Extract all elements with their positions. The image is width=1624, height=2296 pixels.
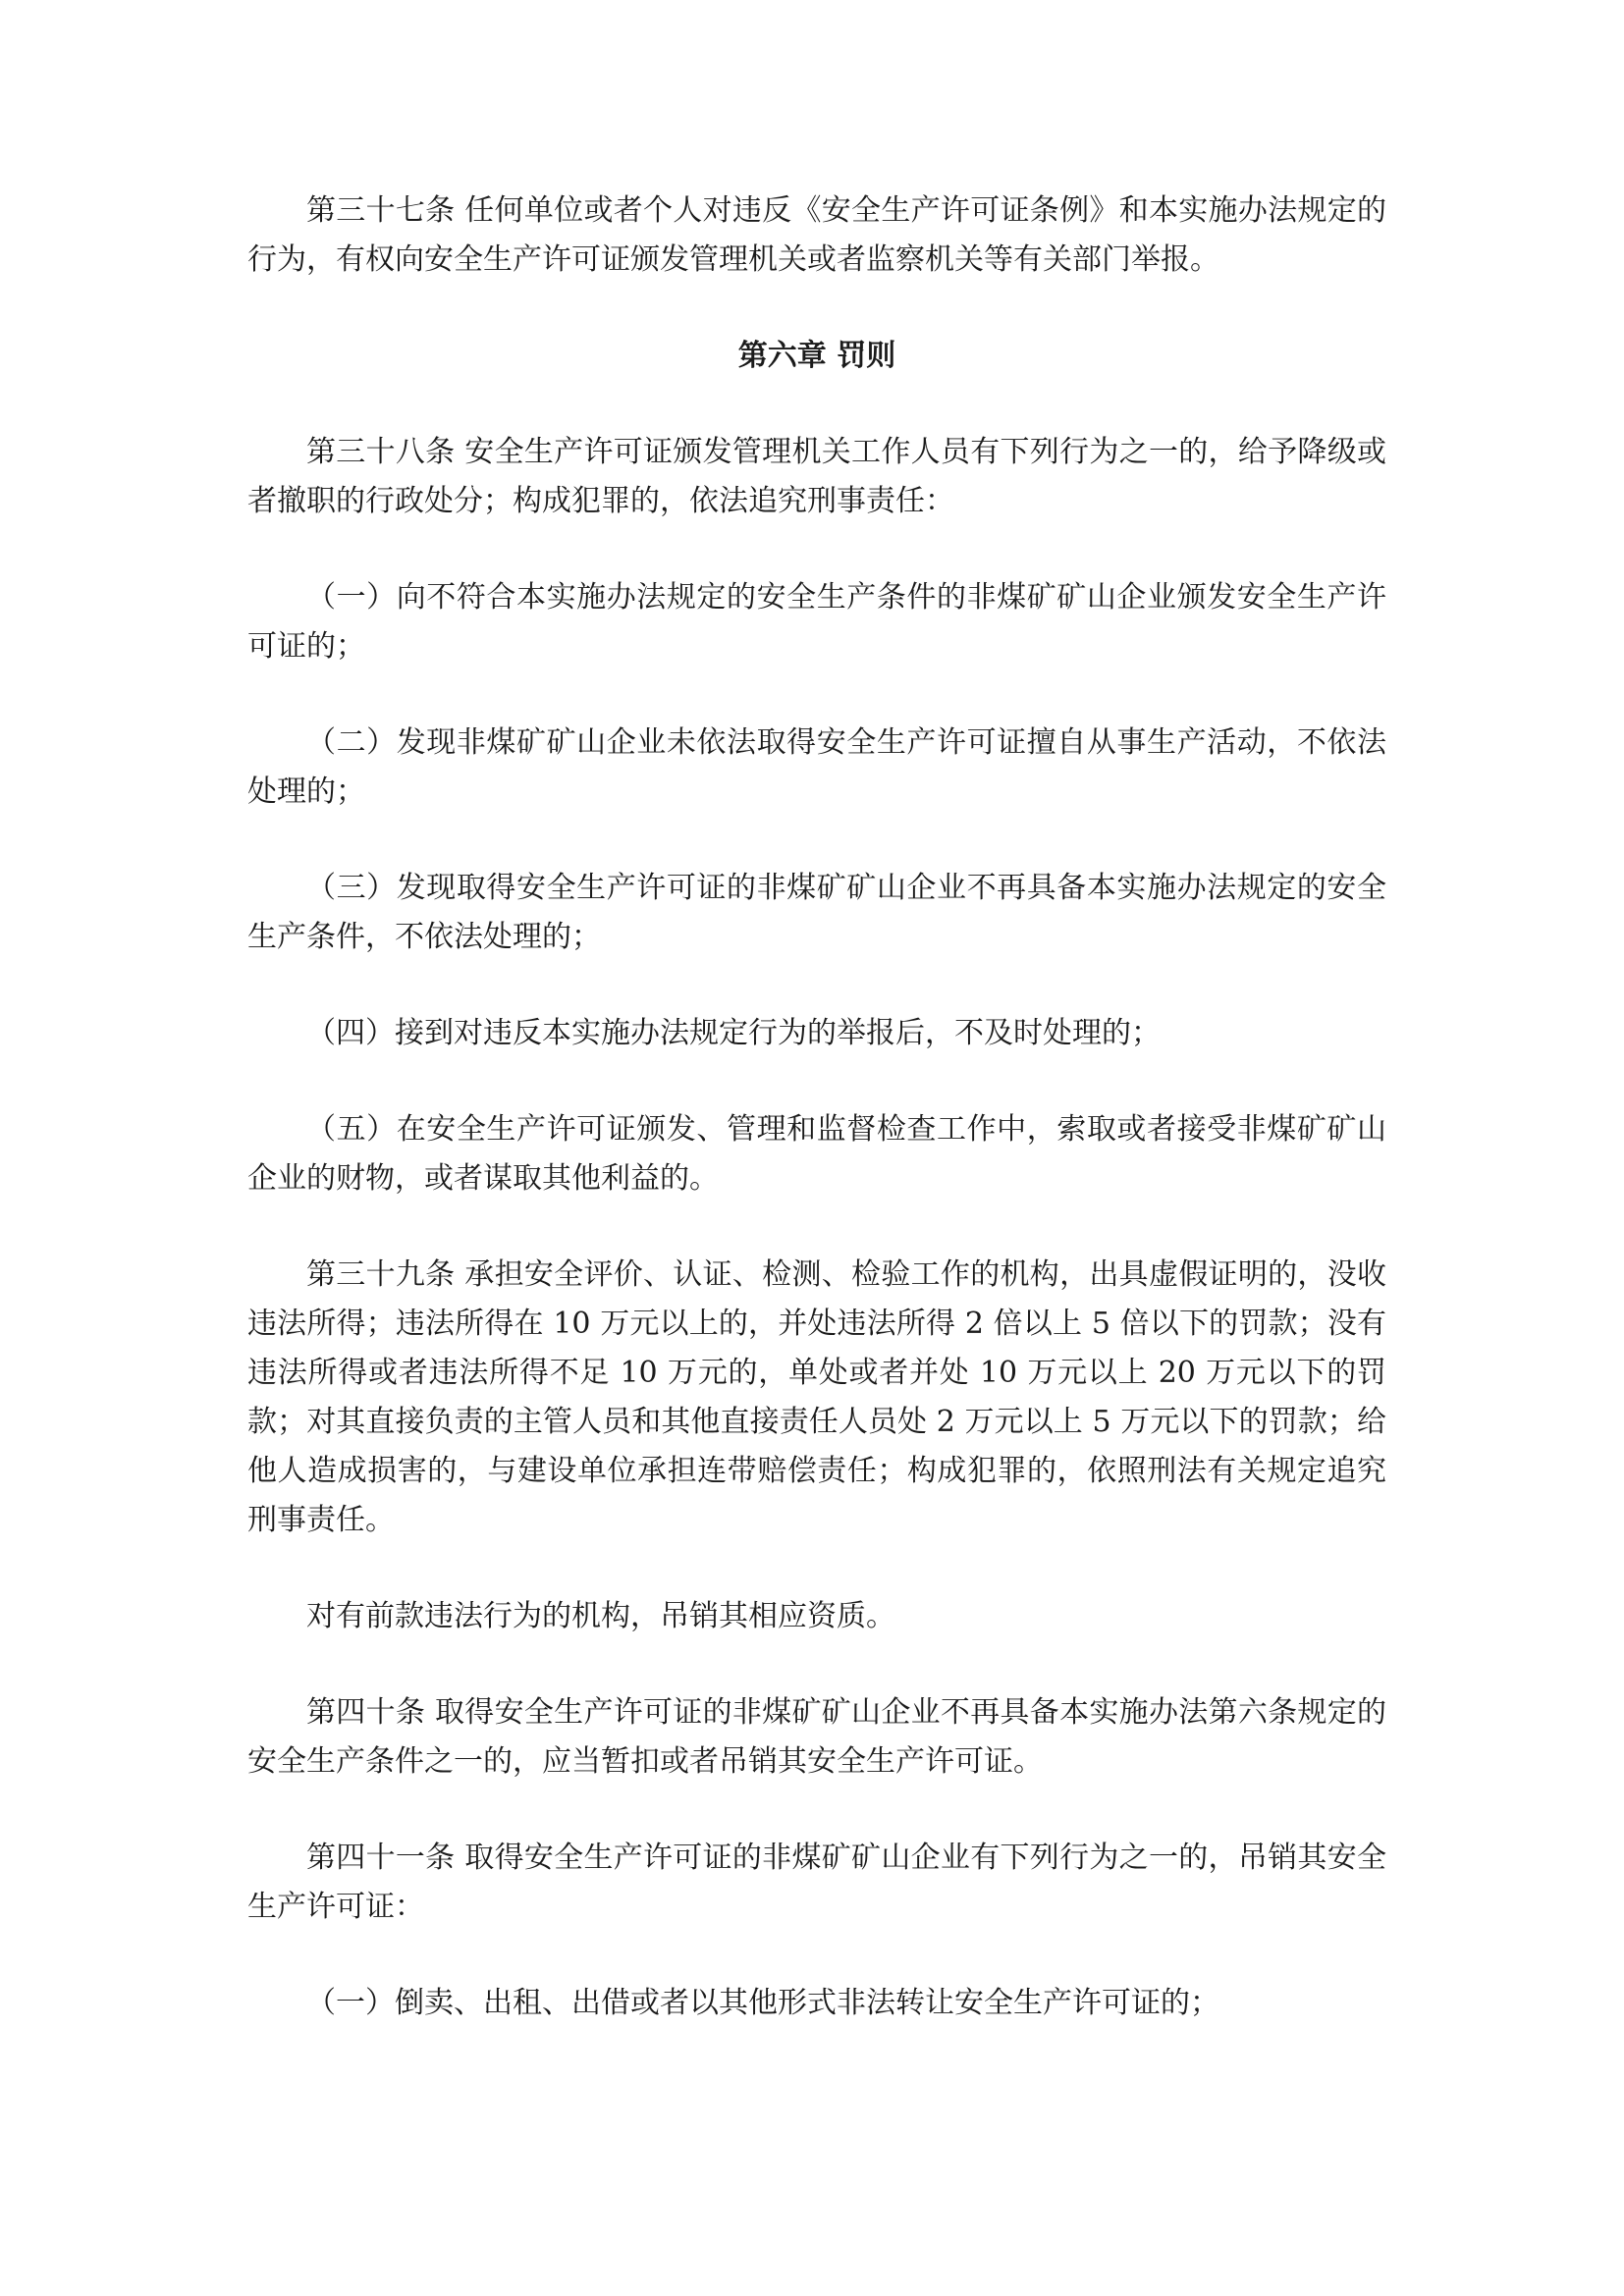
article-38: 第三十八条 安全生产许可证颁发管理机关工作人员有下列行为之一的，给予降级或者撤职的行政处分；构成犯罪的，依法追究刑事责任： <box>247 435 1386 518</box>
article-39: 第三十九条 承担安全评价、认证、检测、检验工作的机构，出具虚假证明的，没收违法所得；违法所得在 10 万元以上的，并处违法所得 2 倍以上 5 倍以下的罚款；没有违法所得或者违法所得不足 10 万元的，单处或者并处 10 万元以上 20 万元以下的罚款；对其直接负责的主管人员和其他直接责任人员处 2 万元以上 5 万元以下的罚款；给他人造成损害的，与建设单位承担连带赔偿责任；构成犯罪的，依照刑法有关规定追究刑事责任。 <box>247 1257 1386 1537</box>
article-37: 第三十七条 任何单位或者个人对违反《安全生产许可证条例》和本实施办法规定的行为，有权向安全生产许可证颁发管理机关或者监察机关等有关部门举报。 <box>247 193 1386 277</box>
article-38-item-2: （二）发现非煤矿矿山企业未依法取得安全生产许可证擅自从事生产活动，不依法处理的； <box>247 725 1386 809</box>
article-39-clause-2: 对有前款违法行为的机构，吊销其相应资质。 <box>306 1599 895 1633</box>
article-40: 第四十条 取得安全生产许可证的非煤矿矿山企业不再具备本实施办法第六条规定的安全生产条件之一的，应当暂扣或者吊销其安全生产许可证。 <box>247 1695 1386 1779</box>
article-38-item-3: （三）发现取得安全生产许可证的非煤矿矿山企业不再具备本实施办法规定的安全生产条件，不依法处理的； <box>247 871 1386 954</box>
chapter-heading: 第六章 罚则 <box>737 339 896 373</box>
article-38-item-5: （五）在安全生产许可证颁发、管理和监督检查工作中，索取或者接受非煤矿矿山企业的财物，或者谋取其他利益的。 <box>247 1112 1386 1196</box>
document-page <box>247 187 1386 2075</box>
article-41-item-1: （一）倒卖、出租、出借或者以其他形式非法转让安全生产许可证的； <box>306 1986 1219 2020</box>
article-41: 第四十一条 取得安全生产许可证的非煤矿矿山企业有下列行为之一的，吊销其安全生产许可证： <box>247 1841 1386 1924</box>
article-38-item-1: （一）向不符合本实施办法规定的安全生产条件的非煤矿矿山企业颁发安全生产许可证的； <box>247 580 1386 664</box>
article-38-item-4: （四）接到对违反本实施办法规定行为的举报后，不及时处理的； <box>306 1016 1161 1050</box>
